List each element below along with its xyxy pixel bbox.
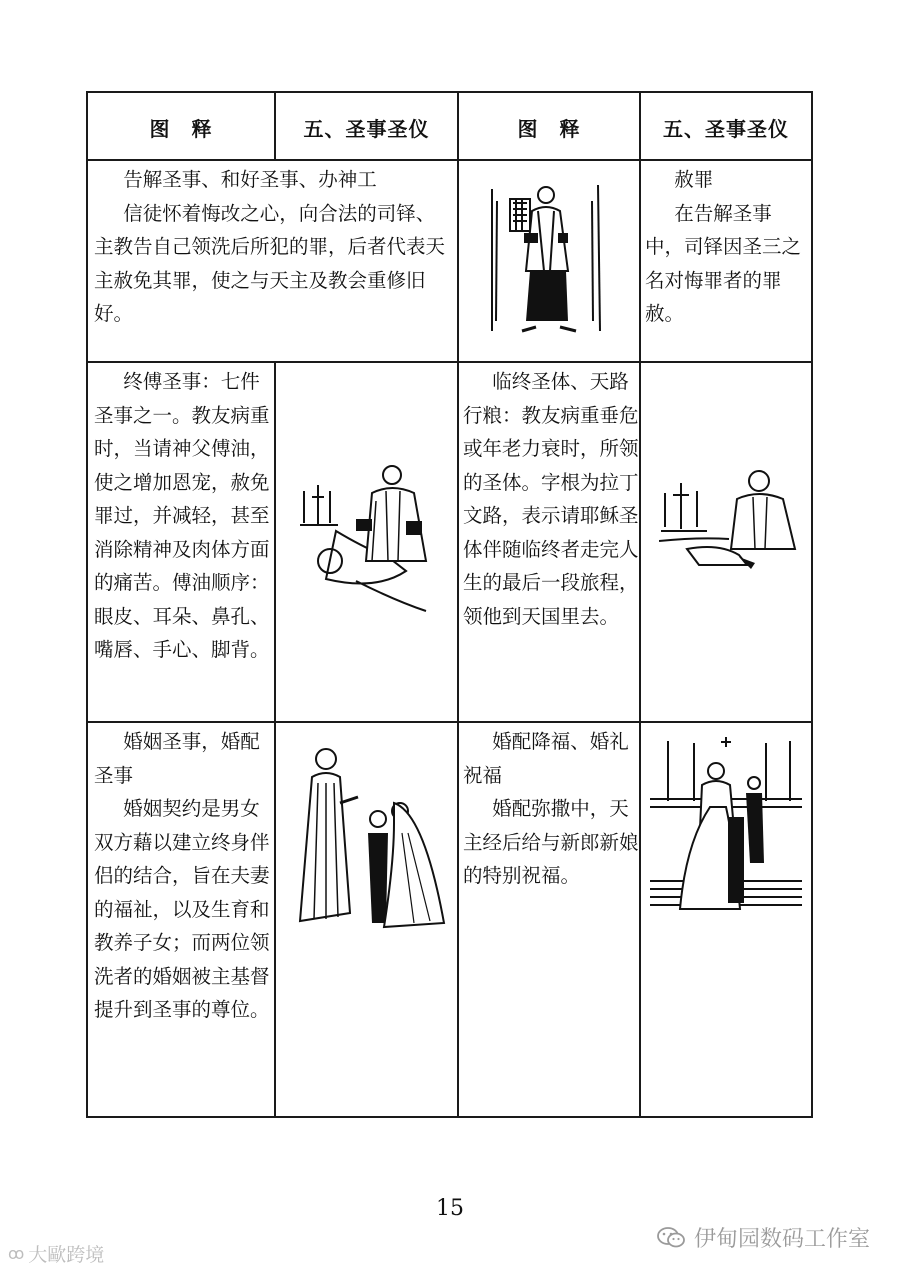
row2-right-text: [463, 365, 639, 633]
row1-left-body: 信徒怀着悔改之心，向合法的司铎、主教告自己领洗后所犯的罪，后者代表天主赦免其罪，使之与天主及教会重修旧好。: [94, 201, 446, 325]
header-col2: 五、圣事圣仪: [303, 116, 430, 141]
col-divider-3: [639, 93, 641, 1116]
row3-left-text: [94, 725, 272, 1027]
watermark-logo-icon: ꝏ: [8, 1244, 25, 1263]
watermark-left-text: 大歐跨境: [28, 1244, 105, 1266]
row3-right-text: [463, 725, 639, 893]
col-divider-2: [457, 93, 459, 1116]
row1-right-title: 赦罪: [674, 168, 714, 191]
row-divider-1: [88, 361, 811, 363]
row1-right-body: 在告解圣事中，司铎因圣三之名对悔罪者的罪赦。: [645, 201, 802, 325]
nuptial-blessing-illustration: [650, 733, 802, 915]
row1-left-title: 告解圣事、和好圣事、办神工: [123, 168, 377, 191]
row3-left-body: 婚姻契约是男女双方藉以建立终身伴侣的结合，旨在夫妻的福祉，以及生育和教养子女；而两位领洗者的婚姻被主基督提升到圣事的尊位。: [94, 797, 270, 1021]
wechat-icon: [656, 1226, 686, 1250]
watermark-right: [656, 1222, 870, 1253]
page-number: 15: [436, 1196, 464, 1221]
row3-right-body: 婚配弥撒中，天主经后给与新郎新娘的特别祝福。: [463, 797, 639, 887]
header-col1: 图 释: [149, 116, 213, 141]
row2-left-title: 终傅圣事：七件圣事之一。教友病重时，当请神父傅油，使之增加恩宠，赦免罪过，并减轻，甚至消除精神及肉体方面的痛苦。傅油顺序：眼皮、耳朵、鼻孔、嘴唇、手心、脚背。: [94, 370, 270, 661]
sacraments-table: [86, 91, 813, 1118]
row1-right-text: [645, 163, 809, 331]
watermark-left: [8, 1240, 104, 1267]
row3-right-title: 婚配降福、婚礼祝福: [463, 730, 629, 787]
watermark-right-text: 伊甸园数码工作室: [693, 1227, 870, 1252]
header-col3: 图 释: [517, 116, 581, 141]
row-divider-2: [88, 721, 811, 723]
wedding-sacrament-illustration: [294, 743, 454, 943]
row2-right-title: 临终圣体、天路行粮：教友病重垂危或年老力衰时，所领的圣体。字根为拉丁文路，表示请耶稣圣体伴随临终者走完人生的最后一段旅程，领他到天国里去。: [463, 370, 639, 628]
row1-left-text: [94, 163, 452, 331]
row3-left-title: 婚姻圣事，婚配圣事: [94, 730, 260, 787]
confessional-priest-illustration: [486, 181, 606, 341]
header-col4: 五、圣事圣仪: [663, 116, 789, 141]
row2-left-text: [94, 365, 272, 667]
viaticum-communion-illustration: [659, 465, 801, 585]
anointing-sick-illustration: [296, 461, 446, 621]
